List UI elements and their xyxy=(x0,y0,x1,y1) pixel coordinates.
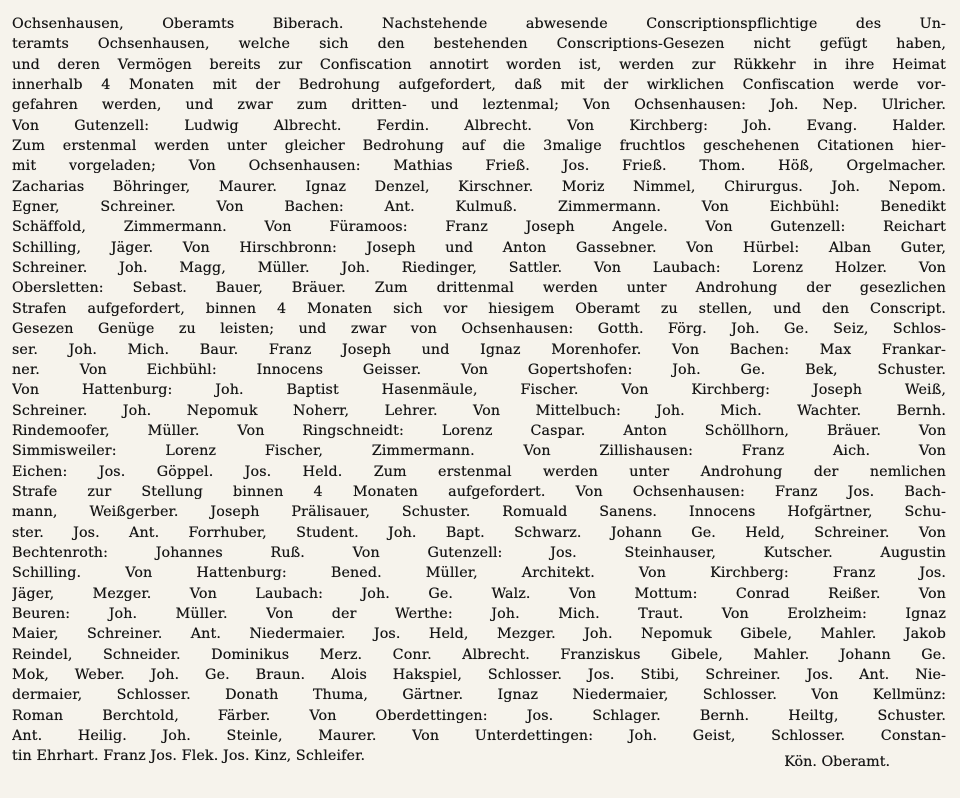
text-line: Gesezen Genüge zu leisten; und zwar von Ochsenhausen: Gotth. Förg. Joh. Ge. Seiz, Schlos- xyxy=(12,321,946,338)
text-line: Reindel, Schneider. Dominikus Merz. Conr. Albrecht. Franziskus Gibele, Mahler. Johann Ge. xyxy=(12,646,946,663)
text-line: Schreiner. Joh. Nepomuk Noherr, Lehrer. Von Mittelbuch: Joh. Mich. Wachter. Bernh. xyxy=(12,402,946,419)
text-line: Bechtenroth: Johannes Ruß. Von Gutenzell: Jos. Steinhauser, Kutscher. Augustin xyxy=(12,544,946,561)
text-line: Schreiner. Joh. Magg, Müller. Joh. Riedinger, Sattler. Von Laubach: Lorenz Holzer. Von xyxy=(12,260,946,277)
conscription-notice xyxy=(12,14,946,767)
text-line: Beuren: Joh. Müller. Von der Werthe: Joh. Mich. Traut. Von Erolzheim: Ignaz xyxy=(12,605,946,622)
text-line: Zum erstenmal werden unter gleicher Bedrohung auf die 3malige fruchtlos geschehenen Citationen hier- xyxy=(12,138,946,155)
text-line: Egner, Schreiner. Von Bachen: Ant. Kulmuß. Zimmermann. Von Eichbühl: Benedikt xyxy=(12,199,946,216)
text-line: Von Gutenzell: Ludwig Albrecht. Ferdin. Albrecht. Von Kirchberg: Joh. Evang. Halder. xyxy=(12,117,946,134)
text-line: Roman Berchtold, Färber. Von Oberdettingen: Jos. Schlager. Bernh. Heiltg, Schuster. xyxy=(12,707,946,724)
text-line: Strafe zur Stellung binnen 4 Monaten aufgefordert. Von Ochsenhausen: Franz Jos. Bach- xyxy=(12,483,946,500)
text-line: tin Ehrhart. Franz Jos. Flek. Jos. Kinz, Schleifer. xyxy=(12,748,366,765)
text-line: Jäger, Mezger. Von Laubach: Joh. Ge. Walz. Von Mottum: Conrad Reißer. Von xyxy=(12,585,946,602)
text-line: Ant. Heilig. Joh. Steinle, Maurer. Von Unterdettingen: Joh. Geist, Schlosser. Constan- xyxy=(12,728,946,745)
text-line: Schäffold, Zimmermann. Von Füramoos: Franz Joseph Angele. Von Gutenzell: Reichart xyxy=(12,219,946,236)
text-line: ner. Von Eichbühl: Innocens Geisser. Von Gopertshofen: Joh. Ge. Bek, Schuster. xyxy=(12,361,946,378)
text-line: Strafen aufgefordert, binnen 4 Monaten sich vor hiesigem Oberamt zu stellen, und den Conscript. xyxy=(12,300,946,317)
text-line: Eichen: Jos. Göppel. Jos. Held. Zum erstenmal werden unter Androhung der nemlichen xyxy=(12,463,946,480)
text-line: Ochsenhausen, Oberamts Biberach. Nachstehende abwesende Conscriptionspflichtige des Un- xyxy=(12,16,946,32)
signature-line: Kön. Oberamt. xyxy=(784,754,890,770)
text-line: mit vorgeladen; Von Ochsenhausen: Mathias Frieß. Jos. Frieß. Thom. Höß, Orgelmacher. xyxy=(12,158,946,175)
text-line: Zacharias Böhringer, Maurer. Ignaz Denzel, Kirschner. Moriz Nimmel, Chirurgus. Joh. Nepom. xyxy=(12,178,946,195)
text-line: Rindemoofer, Müller. Von Ringschneidt: Lorenz Caspar. Anton Schöllhorn, Bräuer. Von xyxy=(12,422,946,439)
text-line: Von Hattenburg: Joh. Baptist Hasenmäule, Fischer. Von Kirchberg: Joseph Weiß, xyxy=(12,382,946,399)
text-line: dermaier, Schlosser. Donath Thuma, Gärtner. Ignaz Niedermaier, Schlosser. Von Kellmünz: xyxy=(12,687,946,704)
text-line: ster. Jos. Ant. Forrhuber, Student. Joh. Bapt. Schwarz. Johann Ge. Held, Schreiner. Von xyxy=(12,524,946,541)
text-line: Obersletten: Sebast. Bauer, Bräuer. Zum drittenmal werden unter Androhung der gesezlichen xyxy=(12,280,946,297)
text-line: mann, Weißgerber. Joseph Prälisauer, Schuster. Romuald Sanens. Innocens Hofgärtner, Schu- xyxy=(12,504,946,521)
text-line: Mok, Weber. Joh. Ge. Braun. Alois Hakspiel, Schlosser. Jos. Stibi, Schreiner. Jos. Ant. Nie- xyxy=(12,667,946,683)
text-line: innerhalb 4 Monaten mit der Bedrohung aufgefordert, daß mit der wirklichen Confiscation werde vor- xyxy=(12,77,946,94)
text-line: und deren Vermögen bereits zur Confiscation annotirt worden ist, werden zur Rükkehr in ihre Heimat xyxy=(12,56,946,73)
text-line: teramts Ochsenhausen, welche sich den bestehenden Conscriptions-Gesezen nicht gefügt haben, xyxy=(12,36,946,53)
text-line: Schilling, Jäger. Von Hirschbronn: Joseph und Anton Gassebner. Von Hürbel: Alban Guter, xyxy=(12,239,946,256)
text-line: ser. Joh. Mich. Baur. Franz Joseph und Ignaz Morenhofer. Von Bachen: Max Frankar- xyxy=(12,341,946,358)
text-line: Schilling. Von Hattenburg: Bened. Müller, Architekt. Von Kirchberg: Franz Jos. xyxy=(12,565,946,582)
text-line: gefahren werden, und zwar zum dritten- und leztenmal; Von Ochsenhausen: Joh. Nep. Ulricher. xyxy=(12,97,946,114)
text-line: Simmisweiler: Lorenz Fischer, Zimmermann. Von Zillishausen: Franz Aich. Von xyxy=(12,443,946,460)
text-line: Maier, Schreiner. Ant. Niedermaier. Jos. Held, Mezger. Joh. Nepomuk Gibele, Mahler. Jakob xyxy=(12,626,946,643)
